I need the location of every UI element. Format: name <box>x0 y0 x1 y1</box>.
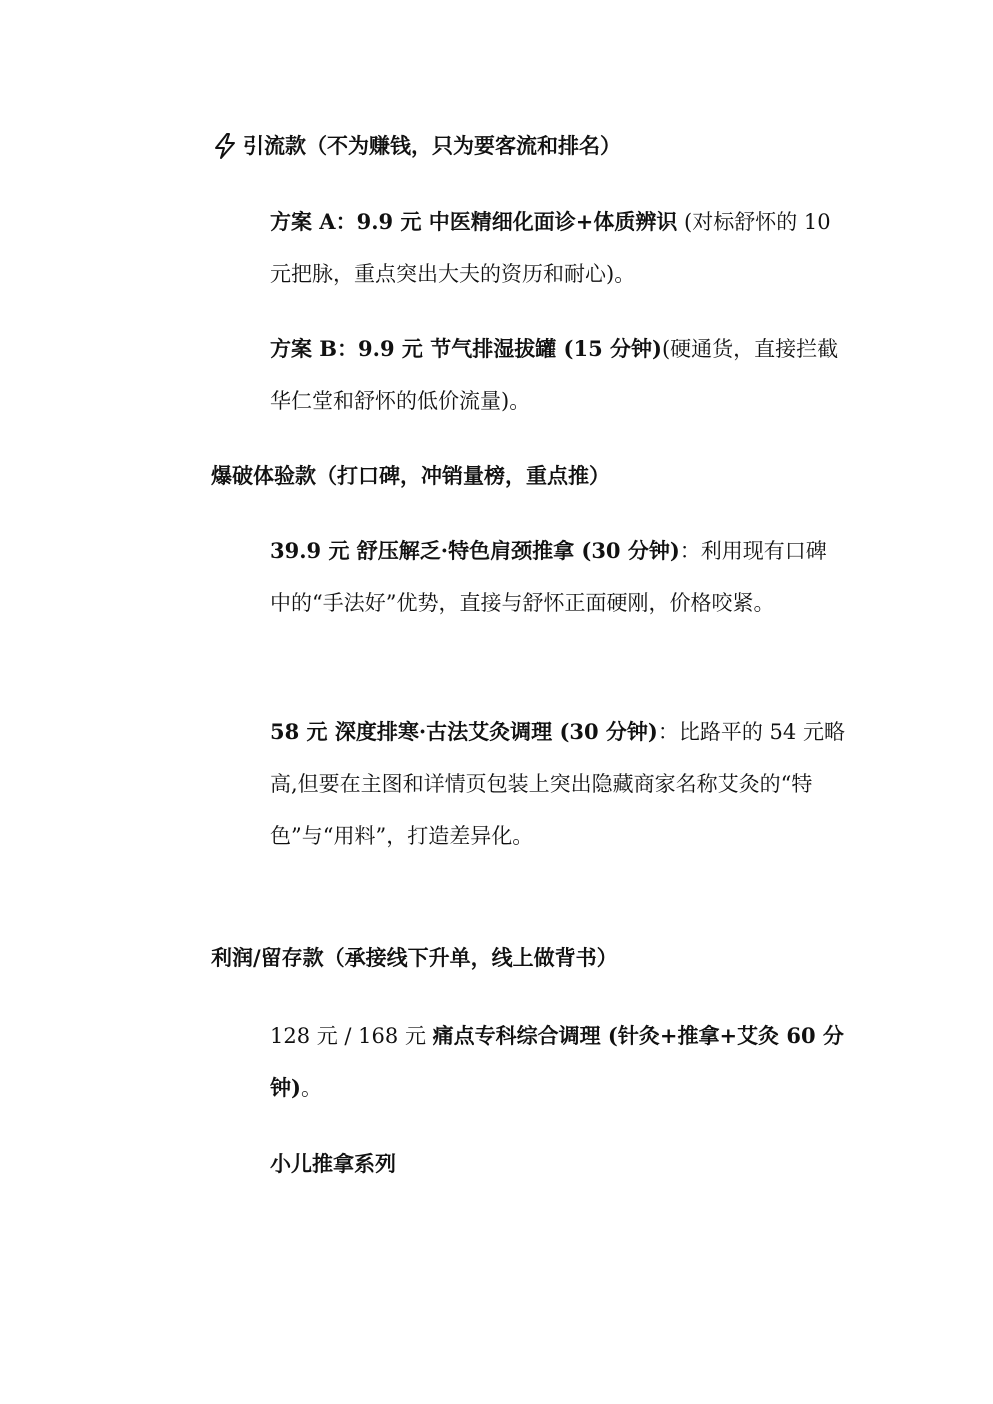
section-heading-text: 利润/留存款（承接线下升单，线上做背书） <box>211 945 618 970</box>
item-description: (对标舒怀的 10 元把脉，重点突出大夫的资历和耐心)。 <box>270 210 831 286</box>
list-item-plan-a <box>270 196 845 300</box>
item-title: 58 元 深度排寒·古法艾灸调理 (30 分钟) <box>270 719 658 744</box>
item-description: ：比路平的 54 元略高,但要在主图和详情页包装上突出隐藏商家名称艾灸的“特色”与“用料”，打造差异化。 <box>270 720 845 848</box>
list-item-plan-b <box>270 323 845 427</box>
item-title: 方案 B：9.9 元 节气排湿拔罐 (15 分钟) <box>270 336 662 361</box>
section-heading-profit <box>211 943 618 973</box>
section-heading-text: 爆破体验款（打口碑，冲销量榜，重点推） <box>211 463 610 488</box>
item-description: (硬通货，直接拦截华仁堂和舒怀的低价流量)。 <box>270 337 839 413</box>
item-title: 痛点专科综合调理 (针灸+推拿+艾灸 60 分钟) <box>270 1023 844 1100</box>
section-heading-text: 引流款（不为赚钱，只为要客流和排名） <box>243 133 621 158</box>
section-heading-experience <box>211 461 610 491</box>
list-item-moxibustion <box>270 706 845 862</box>
item-description: 。 <box>300 1076 322 1100</box>
section-heading-traffic <box>211 131 621 161</box>
item-price: 128 元 / 168 元 <box>270 1024 433 1048</box>
list-item-comprehensive-therapy <box>270 1010 845 1114</box>
item-description: ：利用现有口碑中的“手法好”优势，直接与舒怀正面硬刚，价格咬紧。 <box>270 539 827 615</box>
item-title: 方案 A：9.9 元 中医精细化面诊+体质辨识 <box>270 209 678 234</box>
lightning-icon <box>211 131 239 161</box>
list-item-pediatric-massage <box>270 1138 845 1190</box>
item-title: 小儿推拿系列 <box>270 1151 396 1176</box>
item-title: 39.9 元 舒压解乏·特色肩颈推拿 (30 分钟) <box>270 538 680 563</box>
list-item-shoulder-massage <box>270 525 845 629</box>
